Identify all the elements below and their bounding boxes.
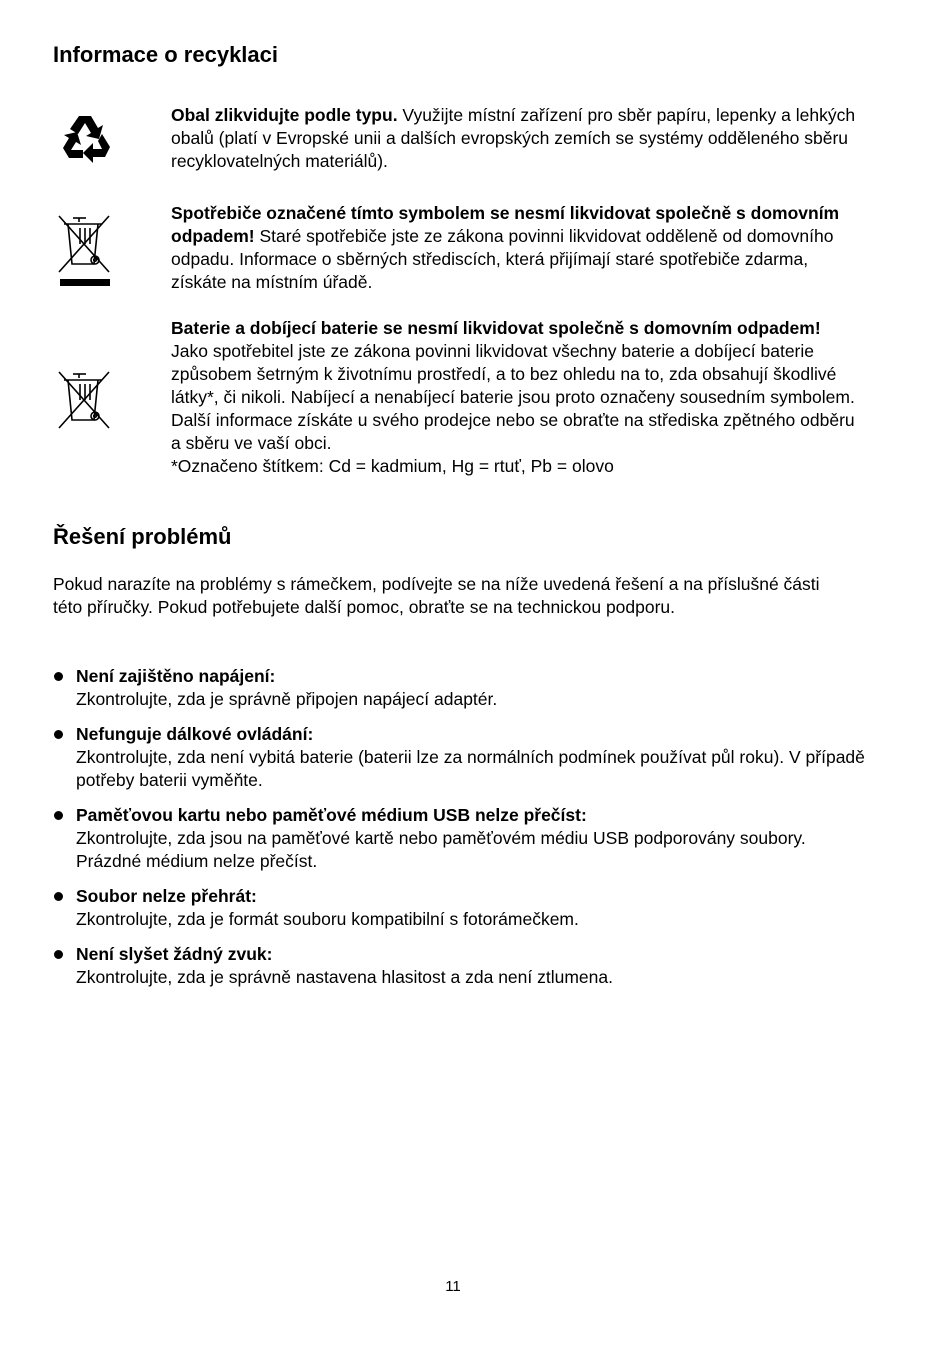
page-number: 11: [445, 1278, 461, 1295]
bullet-icon: [54, 811, 63, 820]
troubleshooting-list: [53, 665, 873, 1001]
problem-solution: Zkontrolujte, zda není vybitá baterie (baterii lze za normálních podmínek používat půl roku). V případě potřeby baterii vyměňte.: [76, 747, 865, 790]
crossed-out-battery-bin-icon: [55, 368, 115, 430]
problem-solution: Zkontrolujte, zda je správně nastavena hlasitost a zda není ztlumena.: [76, 967, 613, 987]
packaging-disposal-text: [171, 104, 861, 173]
bullet-icon: [54, 892, 63, 901]
problem-solution: Zkontrolujte, zda je správně připojen napájecí adaptér.: [76, 689, 498, 709]
batteries-footnote: *Označeno štítkem: Cd = kadmium, Hg = rtuť, Pb = olovo: [171, 456, 614, 476]
batteries-disposal-text: [171, 317, 861, 478]
batteries-disposal-bold: Baterie a dobíjecí baterie se nesmí likvidovat společně s domovním odpadem!: [171, 318, 821, 338]
bullet-icon: [54, 672, 63, 681]
bullet-icon: [54, 950, 63, 959]
packaging-disposal-bold: Obal zlikvidujte podle typu.: [171, 105, 398, 125]
appliances-disposal-body: Staré spotřebiče jste ze zákona povinni likvidovat odděleně od domovního odpadu. Informace o sběrných střediscích, která přijímají staré spotřebiče zdarma, získáte na místním úřadě.: [171, 226, 834, 292]
packaging-disposal-body: Využijte místní zařízení pro sběr papíru, lepenky a lehkých obalů (platí v Evropské unii a dalších evropských zemích se systémy odděleného sběru recyklovatelných materiálů).: [171, 105, 856, 171]
batteries-disposal-body: Jako spotřebitel jste ze zákona povinni likvidovat všechny baterie a dobíjecí baterie způsobem šetrným k životnímu prostředí, a to bez ohledu na to, zda obsahují škodlivé látky*, či nikoli. Nabíjecí a nenabíjecí baterie jsou proto označeny sousedním symbolem. Další informace získáte u svého prodejce nebo se obraťte na střediska zpětného odběru a sběru ve vaší obci.: [171, 341, 855, 453]
list-item: [53, 885, 873, 931]
list-item: [53, 804, 873, 873]
appliances-disposal-text: [171, 202, 851, 294]
recycling-heading: Informace o recyklaci: [53, 42, 279, 67]
appliances-disposal-bold: Spotřebiče označené tímto symbolem se nesmí likvidovat společně s domovním odpadem!: [171, 203, 840, 246]
troubleshooting-heading: Řešení problémů: [53, 524, 232, 549]
recycling-icon: [58, 112, 116, 168]
problem-solution: Zkontrolujte, zda je formát souboru kompatibilní s fotorámečkem.: [76, 909, 579, 929]
troubleshooting-intro: Pokud narazíte na problémy s rámečkem, podívejte se na níže uvedená řešení a na příslušné části této příručky. Pokud potřebujete další pomoc, obraťte se na technickou podporu.: [53, 574, 820, 617]
bullet-icon: [54, 730, 63, 739]
list-item: [53, 723, 873, 792]
crossed-out-wheeled-bin-icon: [55, 212, 115, 290]
list-item: [53, 665, 873, 711]
problem-title: Není slyšet žádný zvuk:: [76, 944, 273, 964]
problem-solution: Zkontrolujte, zda jsou na paměťové kartě nebo paměťovém médiu USB podporovány soubory. Prázdné médium nelze přečíst.: [76, 828, 806, 871]
problem-title: Není zajištěno napájení:: [76, 666, 276, 686]
list-item: [53, 943, 873, 989]
problem-title: Nefunguje dálkové ovládání:: [76, 724, 314, 744]
problem-title: Paměťovou kartu nebo paměťové médium USB nelze přečíst:: [76, 805, 587, 825]
problem-title: Soubor nelze přehrát:: [76, 886, 257, 906]
